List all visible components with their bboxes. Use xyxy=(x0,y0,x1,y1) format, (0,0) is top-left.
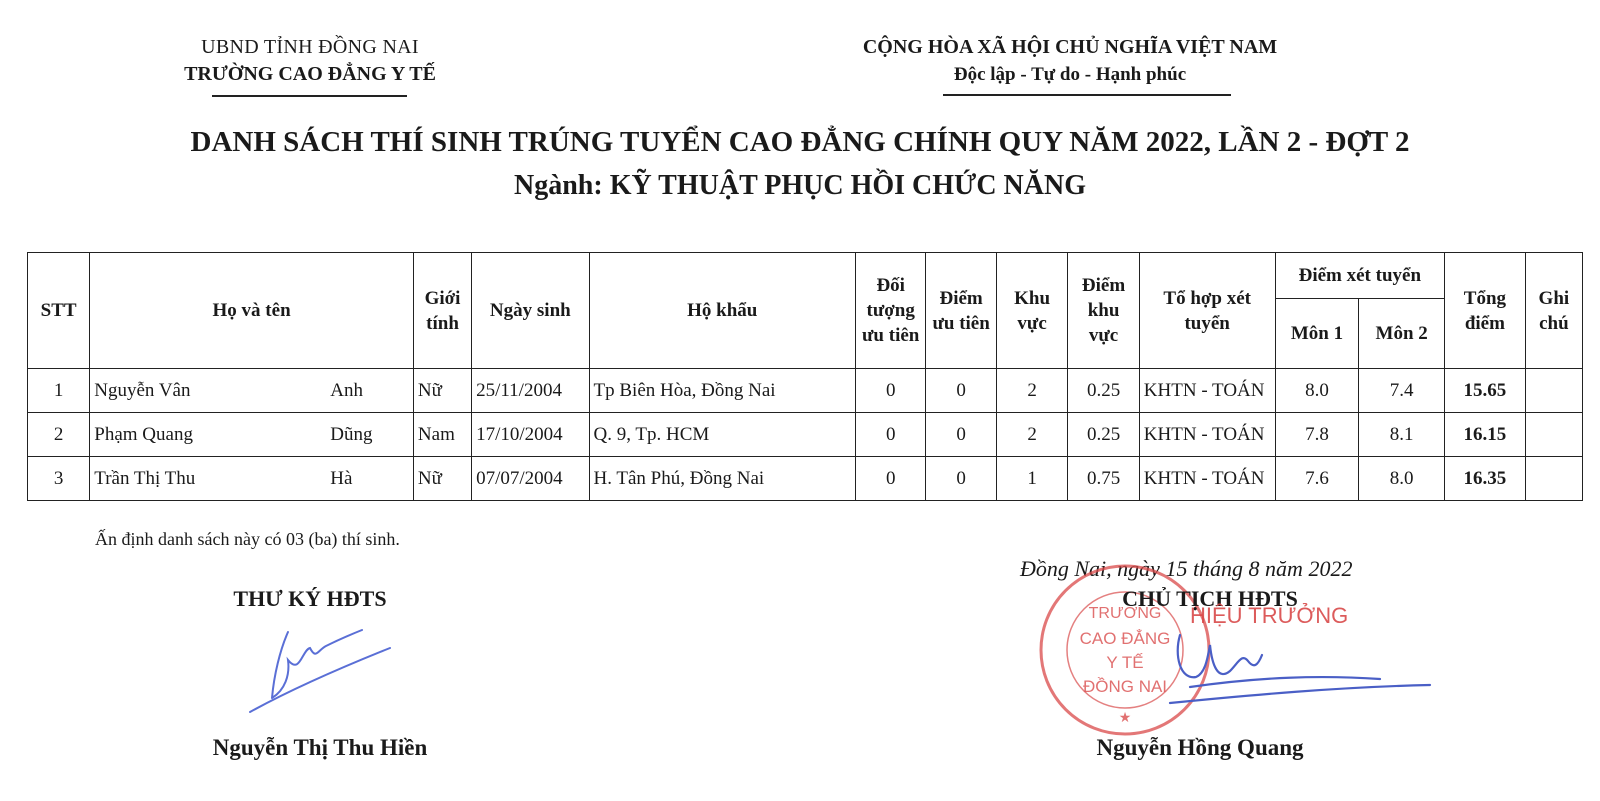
header-gender: Giới tính xyxy=(413,253,471,369)
cell-gender: Nữ xyxy=(413,457,471,501)
header-subject2: Môn 2 xyxy=(1359,299,1445,369)
chairman-name: Nguyễn Hồng Quang xyxy=(1096,735,1304,760)
cell-subject1: 7.8 xyxy=(1275,413,1359,457)
cell-address: Q. 9, Tp. HCM xyxy=(589,413,855,457)
cell-address: H. Tân Phú, Đồng Nai xyxy=(589,457,855,501)
chairman-signature xyxy=(1150,625,1440,715)
table-row xyxy=(28,457,1583,501)
stamp-line1: TRƯỜNG xyxy=(1088,605,1162,622)
cell-name xyxy=(90,369,414,413)
cell-region: 2 xyxy=(996,369,1067,413)
header-region: Khu vực xyxy=(996,253,1067,369)
cell-priority-score: 0 xyxy=(926,413,996,457)
cell-combination: KHTN - TOÁN xyxy=(1139,369,1275,413)
cell-family-name: Trần Thị Thu xyxy=(94,467,196,489)
cell-priority-group: 0 xyxy=(855,369,925,413)
cell-given-name: Dũng xyxy=(330,423,373,445)
table-row xyxy=(28,369,1583,413)
stamp-line4: ĐỒNG NAI xyxy=(1082,677,1168,696)
cell-combination: KHTN - TOÁN xyxy=(1139,413,1275,457)
school-name: TRƯỜNG CAO ĐẲNG Y TẾ xyxy=(184,63,436,85)
cell-name xyxy=(90,457,414,501)
cell-dob: 17/10/2004 xyxy=(472,413,589,457)
cell-priority-group: 0 xyxy=(855,413,925,457)
cell-region: 2 xyxy=(996,413,1067,457)
cell-note xyxy=(1525,457,1582,501)
secretary-role: THƯ KÝ HĐTS xyxy=(233,586,387,611)
cell-note xyxy=(1525,369,1582,413)
header-dob: Ngày sinh xyxy=(472,253,589,369)
header-subject1: Môn 1 xyxy=(1275,299,1359,369)
header-name: Họ và tên xyxy=(90,253,414,369)
header-underline-right xyxy=(943,94,1231,96)
table-row xyxy=(28,413,1583,457)
list-note: Ấn định danh sách này có 03 (ba) thí sinh. xyxy=(95,529,400,549)
chairman-role: CHỦ TỊCH HĐTS xyxy=(1122,586,1298,611)
cell-subject2: 8.0 xyxy=(1359,457,1445,501)
cell-region-score: 0.25 xyxy=(1068,369,1139,413)
cell-region-score: 0.25 xyxy=(1068,413,1139,457)
cell-family-name: Phạm Quang xyxy=(94,423,193,445)
header-priority-score: Điểm ưu tiên xyxy=(926,253,996,369)
cell-given-name: Anh xyxy=(330,379,363,401)
cell-total: 15.65 xyxy=(1445,369,1526,413)
cell-priority-score: 0 xyxy=(926,457,996,501)
cell-dob: 25/11/2004 xyxy=(472,369,589,413)
header-underline-left xyxy=(212,95,407,97)
parent-agency: UBND TỈNH ĐỒNG NAI xyxy=(201,36,419,58)
national-motto: Độc lập - Tự do - Hạnh phúc xyxy=(953,64,1187,85)
cell-name xyxy=(90,413,414,457)
cell-priority-score: 0 xyxy=(926,369,996,413)
header-priority-group: Đối tượng ưu tiên xyxy=(855,253,925,369)
stamp-line2: CAO ĐẲNG xyxy=(1079,629,1171,648)
header-total: Tổng điểm xyxy=(1445,253,1526,369)
cell-region-score: 0.75 xyxy=(1068,457,1139,501)
cell-stt: 1 xyxy=(28,369,90,413)
cell-dob: 07/07/2004 xyxy=(472,457,589,501)
header-address: Hộ khẩu xyxy=(589,253,855,369)
national-header xyxy=(820,36,1320,86)
secretary-name: Nguyễn Thị Thu Hiền xyxy=(212,735,428,760)
place-date: Đồng Nai, ngày 15 tháng 8 năm 2022 xyxy=(1020,556,1353,581)
cell-subject2: 7.4 xyxy=(1359,369,1445,413)
cell-gender: Nam xyxy=(413,413,471,457)
cell-subject1: 7.6 xyxy=(1275,457,1359,501)
cell-priority-group: 0 xyxy=(855,457,925,501)
cell-stt: 2 xyxy=(28,413,90,457)
cell-family-name: Nguyễn Vân xyxy=(94,379,191,401)
secretary-signature xyxy=(230,620,400,720)
agency-header xyxy=(150,36,470,86)
document-title: DANH SÁCH THÍ SINH TRÚNG TUYỂN CAO ĐẲNG CHÍNH QUY NĂM 2022, LẦN 2 - ĐỢT 2 xyxy=(190,126,1410,158)
stamp-star-icon: ★ xyxy=(1118,709,1132,725)
header-region-score: Điểm khu vực xyxy=(1068,253,1139,369)
document-subtitle: Ngành: KỸ THUẬT PHỤC HỒI CHỨC NĂNG xyxy=(514,170,1086,201)
header-note: Ghi chú xyxy=(1525,253,1582,369)
header-combination: Tổ hợp xét tuyển xyxy=(1139,253,1275,369)
cell-note xyxy=(1525,413,1582,457)
header-scores-group: Điểm xét tuyển xyxy=(1275,253,1444,299)
cell-subject2: 8.1 xyxy=(1359,413,1445,457)
stamp-line3: Y TẾ xyxy=(1106,653,1144,672)
header-stt: STT xyxy=(28,253,90,369)
cell-gender: Nữ xyxy=(413,369,471,413)
cell-stt: 3 xyxy=(28,457,90,501)
cell-subject1: 8.0 xyxy=(1275,369,1359,413)
admission-table xyxy=(27,252,1583,501)
cell-combination: KHTN - TOÁN xyxy=(1139,457,1275,501)
cell-total: 16.35 xyxy=(1445,457,1526,501)
principal-overlay-role: HIỆU TRƯỞNG xyxy=(1190,603,1349,628)
national-title: CỘNG HÒA XÃ HỘI CHỦ NGHĨA VIỆT NAM xyxy=(862,36,1278,58)
cell-region: 1 xyxy=(996,457,1067,501)
cell-total: 16.15 xyxy=(1445,413,1526,457)
cell-given-name: Hà xyxy=(330,467,353,489)
cell-address: Tp Biên Hòa, Đồng Nai xyxy=(589,369,855,413)
